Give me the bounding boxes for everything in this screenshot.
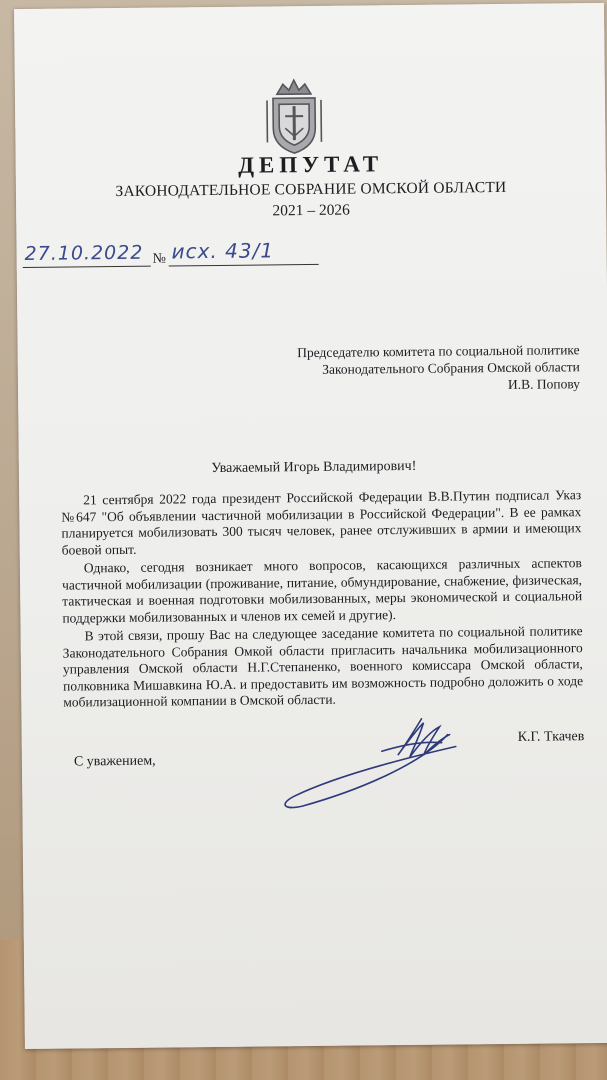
addressee-line-2: Законодательного Собрания Омской области <box>322 359 580 377</box>
omsk-coat-of-arms-icon <box>263 76 326 157</box>
number-sign: № <box>152 251 167 267</box>
body-paragraph-3: В этой связи, прошу Вас на следующее заседание комитета по социальной политике Законодательного Собрания Омкой области пригласить начальника мобилизационного управления Омской области Н.Г.Степаненко, военного комиссара Омской области, полковника Мишавкина Ю.А. и предоставить им возможность подробно доложить о ходе мобилизационной компании в Омской области. <box>62 623 584 710</box>
letterhead-years: 2021 – 2026 <box>272 201 350 220</box>
letterhead-assembly: ЗАКОНОДАТЕЛЬНОЕ СОБРАНИЕ ОМСКОЙ ОБЛАСТИ <box>115 178 507 201</box>
handwritten-outgoing-number: исх. 43/1 <box>171 238 275 264</box>
addressee-line-3: И.В. Попову <box>507 376 581 392</box>
date-underline <box>23 266 151 268</box>
signer-name: К.Г. Ткачев <box>517 729 585 745</box>
greeting: Уважаемый Игорь Владимирович! <box>211 458 417 477</box>
body-paragraph-2: Однако, сегодня возникает много вопросов, касающихся различных аспектов частичной мобилизации (проживание, питание, обмундирование, снабжение, физическая, тактическая и военная подготовки мобилизованных, меры экономической и социальной поддержки мобилизованных и членов их семей и другие). <box>61 555 583 626</box>
body-paragraph-1: 21 сентября 2022 года президент Российской Федерации В.В.Путин подписал Указ №647 "Об объявлении частичной мобилизации в Российской Федерации". В ее рамках планируется мобилизовать 300 тысяч человек, ранее отслуживших в армии и имеющих боевой опыт. <box>61 487 582 558</box>
handwritten-signature <box>271 704 472 816</box>
handwritten-date: 27.10.2022 <box>24 241 144 265</box>
letterhead-title: ДЕПУТАТ <box>238 151 384 178</box>
letter-page <box>14 3 607 1049</box>
closing-phrase: С уважением, <box>73 753 156 770</box>
addressee-line-1: Председателю комитета по социальной политике <box>297 342 580 361</box>
number-underline <box>169 264 319 267</box>
